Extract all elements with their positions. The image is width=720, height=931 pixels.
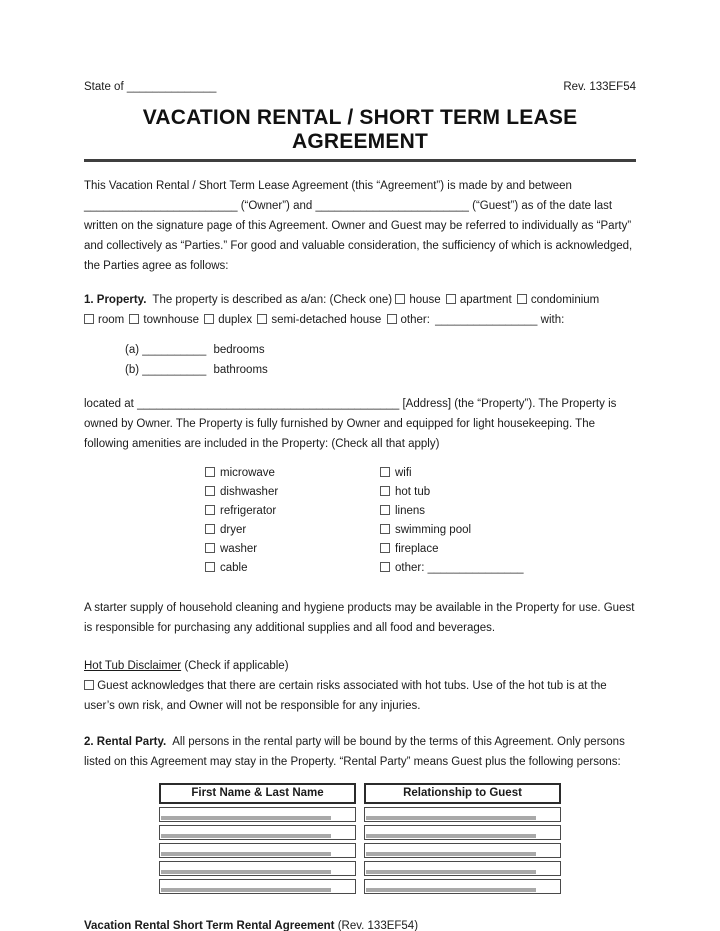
- checkbox-house[interactable]: [395, 294, 405, 304]
- label-fireplace: fireplace: [395, 543, 439, 555]
- checkbox-dryer[interactable]: [205, 524, 215, 534]
- checkbox-townhouse[interactable]: [129, 314, 139, 324]
- party-name-cell-1: [159, 807, 356, 822]
- property-lead-text: The property is described as a/an: (Check one): [152, 294, 393, 306]
- checkbox-fireplace[interactable]: [380, 543, 390, 553]
- checkbox-hot-tub-disclaimer[interactable]: [84, 680, 94, 690]
- amenity-cable: [205, 559, 380, 578]
- located-at-paragraph: located at _________________________________________ [Address] (the “Property”). The Property is owned by Owner. The Property is fully furnished by Owner and equipped for light housekeeping. The following amenities are included in the Property: (Check all that apply): [84, 398, 617, 450]
- fill-line: [366, 834, 536, 838]
- fill-line: [366, 870, 536, 874]
- property-type-house: [395, 294, 440, 306]
- party-relationship-cell-2: [364, 825, 561, 840]
- party-name-cell-5: [159, 879, 356, 894]
- party-name-cell-2: [159, 825, 356, 840]
- bedrooms-blank: __________: [142, 344, 207, 356]
- other-amenity-blank: _______________: [427, 562, 524, 574]
- property-type-condominium: [517, 294, 599, 306]
- checkbox-semi-detached-house[interactable]: [257, 314, 267, 324]
- checkbox-cable[interactable]: [205, 562, 215, 572]
- rental-party-text: All persons in the rental party will be bound by the terms of this Agreement. Only persons listed on this Agreement may stay in the Property. “Rental Party” means Guest plus the following persons:: [84, 736, 625, 768]
- fill-line: [161, 888, 331, 892]
- amenities-checklist: [205, 464, 636, 578]
- label-dryer: dryer: [220, 524, 247, 536]
- state-of-line: [84, 80, 216, 94]
- label-house: house: [409, 294, 441, 306]
- party-relationship-cell-1: [364, 807, 561, 822]
- label-linens: linens: [395, 505, 426, 517]
- hot-tub-disclaimer-suffix: (Check if applicable): [181, 660, 289, 672]
- party-relationship-cell-3: [364, 843, 561, 858]
- checkbox-microwave[interactable]: [205, 467, 215, 477]
- property-type-other: [387, 314, 430, 326]
- bed-bath-list: [125, 340, 636, 380]
- party-name-cell-4: [159, 861, 356, 876]
- label-apartment: apartment: [459, 294, 512, 306]
- label-refrigerator: refrigerator: [220, 505, 277, 517]
- bathrooms-prefix: (b): [125, 364, 140, 376]
- table-header-name: First Name & Last Name: [159, 783, 356, 804]
- label-other-amenity: other:: [395, 562, 425, 574]
- rental-party-table: [159, 783, 561, 894]
- label-washer: washer: [220, 543, 258, 555]
- revision-label: Rev. 133EF54: [563, 81, 636, 93]
- amenity-microwave: [205, 464, 380, 483]
- amenity-wifi: [380, 464, 524, 483]
- property-type-room: [84, 314, 124, 326]
- amenities-left-column: [205, 464, 380, 578]
- bathrooms-label: bathrooms: [213, 364, 268, 376]
- supplies-paragraph: A starter supply of household cleaning and hygiene products may be available in the Property for use. Guest is responsible for purchasing any additional supplies and all food and beverages.: [84, 602, 635, 634]
- checkbox-washer[interactable]: [205, 543, 215, 553]
- amenity-swimming-pool: [380, 521, 524, 540]
- label-swimming-pool: swimming pool: [395, 524, 472, 536]
- bedrooms-label: bedrooms: [213, 344, 265, 356]
- rental-party-heading: 2. Rental Party.: [84, 736, 167, 748]
- checkbox-refrigerator[interactable]: [205, 505, 215, 515]
- document-header: [84, 80, 636, 94]
- label-room: room: [98, 314, 125, 326]
- amenity-fireplace: [380, 540, 524, 559]
- intro-paragraph: This Vacation Rental / Short Term Lease Agreement (this “Agreement”) is made by and between ________________________ (“Owner”) and ________________________ (“Guest”) as of the date last written on the signature page of this Agreement. Owner and Guest may be referred to individually as “Party” and collectively as “Parties.” For good and valuable consideration, the sufficiency of which is acknowledged, the Parties agree as follows:: [84, 180, 633, 272]
- label-townhouse: townhouse: [143, 314, 200, 326]
- amenity-other: [380, 559, 524, 578]
- checkbox-condominium[interactable]: [517, 294, 527, 304]
- with-label: with:: [540, 314, 565, 326]
- bathrooms-line: [125, 360, 636, 380]
- amenity-dishwasher: [205, 483, 380, 502]
- label-other: other:: [400, 314, 430, 326]
- document-footer: [84, 920, 636, 931]
- property-section-paragraph: [84, 290, 636, 330]
- amenity-washer: [205, 540, 380, 559]
- fill-line: [161, 816, 331, 820]
- checkbox-other-amenity[interactable]: [380, 562, 390, 572]
- fill-line: [161, 834, 331, 838]
- property-type-semi-detached: [257, 314, 381, 326]
- property-type-townhouse: [129, 314, 199, 326]
- checkbox-wifi[interactable]: [380, 467, 390, 477]
- checkbox-duplex[interactable]: [204, 314, 214, 324]
- property-section-heading: 1. Property.: [84, 294, 147, 306]
- bedrooms-line: [125, 340, 636, 360]
- amenities-right-column: [380, 464, 524, 578]
- party-relationship-cell-4: [364, 861, 561, 876]
- checkbox-swimming-pool[interactable]: [380, 524, 390, 534]
- fill-line: [161, 870, 331, 874]
- party-name-cell-3: [159, 843, 356, 858]
- footer-rev: (Rev. 133EF54): [334, 920, 419, 931]
- hot-tub-disclaimer-heading: Hot Tub Disclaimer: [84, 660, 182, 672]
- checkbox-dishwasher[interactable]: [205, 486, 215, 496]
- state-of-label: State of: [84, 81, 124, 93]
- label-duplex: duplex: [218, 314, 253, 326]
- amenity-linens: [380, 502, 524, 521]
- party-relationship-cell-5: [364, 879, 561, 894]
- rental-party-paragraph: [84, 732, 636, 772]
- amenity-refrigerator: [205, 502, 380, 521]
- table-header-relationship: Relationship to Guest: [364, 783, 561, 804]
- label-wifi: wifi: [395, 467, 412, 479]
- label-microwave: microwave: [220, 467, 275, 479]
- property-type-apartment: [446, 294, 512, 306]
- bathrooms-blank: __________: [142, 364, 207, 376]
- property-type-duplex: [204, 314, 252, 326]
- label-cable: cable: [220, 562, 248, 574]
- fill-line: [161, 852, 331, 856]
- label-dishwasher: dishwasher: [220, 486, 279, 498]
- fill-line: [366, 888, 536, 892]
- label-condominium: condominium: [530, 294, 600, 306]
- checkbox-hot-tub[interactable]: [380, 486, 390, 496]
- checkbox-apartment[interactable]: [446, 294, 456, 304]
- checkbox-linens[interactable]: [380, 505, 390, 515]
- checkbox-room[interactable]: [84, 314, 94, 324]
- label-hot-tub: hot tub: [395, 486, 431, 498]
- page-title: VACATION RENTAL / SHORT TERM LEASE AGREEMENT: [84, 106, 636, 162]
- other-property-type-blank: ________________: [435, 314, 538, 326]
- fill-line: [366, 816, 536, 820]
- hot-tub-disclaimer: [84, 656, 636, 716]
- hot-tub-disclaimer-text: Guest acknowledges that there are certain risks associated with hot tubs. Use of the hot tub is at the user’s own risk, and Owner will not be responsible for any injuries.: [84, 680, 607, 712]
- bedrooms-prefix: (a): [125, 344, 140, 356]
- checkbox-other-property-type[interactable]: [387, 314, 397, 324]
- state-blank: ______________: [126, 81, 217, 93]
- label-semi-detached-house: semi-detached house: [271, 314, 382, 326]
- footer-title: Vacation Rental Short Term Rental Agreement: [84, 920, 335, 931]
- amenity-dryer: [205, 521, 380, 540]
- amenity-hot-tub: [380, 483, 524, 502]
- fill-line: [366, 852, 536, 856]
